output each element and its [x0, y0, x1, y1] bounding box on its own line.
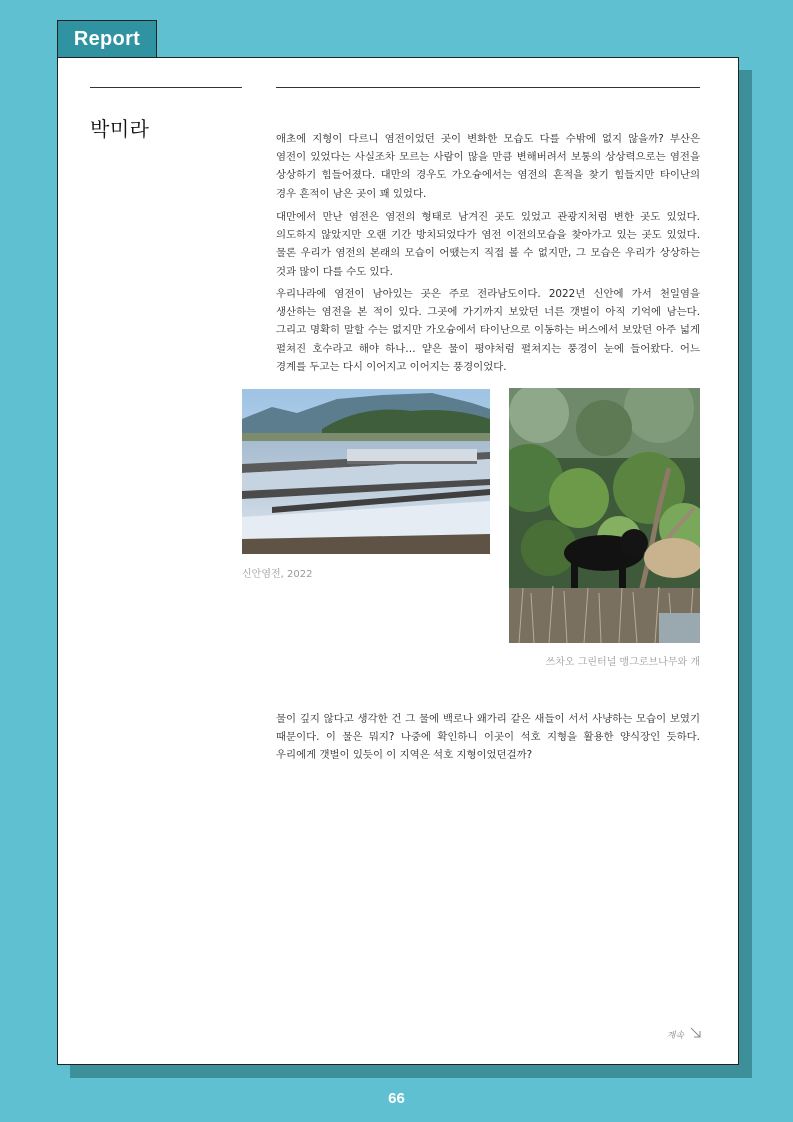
continued-label: 계속 — [666, 1030, 684, 1041]
section-tab: Report — [57, 20, 157, 57]
right-divider — [276, 87, 700, 88]
paragraph-2: 대만에서 만난 염전은 염전의 형태로 남겨진 곳도 있었고 관광지처럼 변한 곳도 있었다. 의도하지 않았지만 오랜 기간 방치되었다가 염전 이전의모습을 찾아가고 있는 곳도 있었다. 물론 우리가 염전의 본래의 모습이 어땠는지 직접 볼 수 없지만, 그 모습은 우리가 상상하는 것과 많이 다를 수도 있다. — [276, 211, 700, 278]
salt-pan-photo — [242, 389, 490, 554]
continued-indicator — [667, 1027, 701, 1041]
mangrove-photo — [509, 388, 700, 643]
page-number: 66 — [388, 1090, 405, 1107]
left-divider — [90, 87, 242, 88]
paragraph-1: 애초에 지형이 다르니 염전이었던 곳이 변화한 모습도 다를 수밖에 없지 않을까? 부산은 염전이 있었다는 사실조차 모르는 사람이 많을 만큼 변해버려서 보통의 상상력으로는 염전을 상상하기 힘들어졌다. 대만의 경우도 가오슝에서는 염전의 흔적을 찾기 힘들지만 타이난의 경우 흔적이 남은 곳이 꽤 있었다. — [276, 133, 700, 200]
author-name: 박미라 — [90, 117, 150, 141]
left-photo-caption: 신안염전, 2022 — [242, 569, 313, 580]
right-photo-caption: 쓰차오 그린터널 맹그로브나무와 개 — [545, 657, 700, 668]
paragraph-4: 물이 깊지 않다고 생각한 건 그 물에 백로나 왜가리 같은 새들이 서서 사냥하는 모습이 보였기 때문이다. 이 물은 뭐지? 나중에 확인하니 이곳이 석호 지형을 활용한 양식장인 듯하다. 우리에게 갯벌이 있듯이 이 지역은 석호 지형이었던걸까? — [276, 713, 700, 762]
arrow-down-right-icon — [690, 1027, 701, 1041]
paragraph-3: 우리나라에 염전이 남아있는 곳은 주로 전라남도이다. 2022년 신안에 가서 천일염을 생산하는 염전을 본 적이 있다. 그곳에 가기까지 보았던 너른 갯벌이 아직 기억에 남는다. 그리고 명확히 말할 수는 없지만 가오슝에서 타이난으로 이동하는 버스에서 보았던 아주 넓게 펼쳐진 호수라고 해야 하나… 얕은 물이 평야처럼 펼쳐지는 풍경이 눈에 들어왔다. 어느 경계를 두고는 다시 이어지고 이어지는 풍경이었다. — [276, 288, 700, 373]
